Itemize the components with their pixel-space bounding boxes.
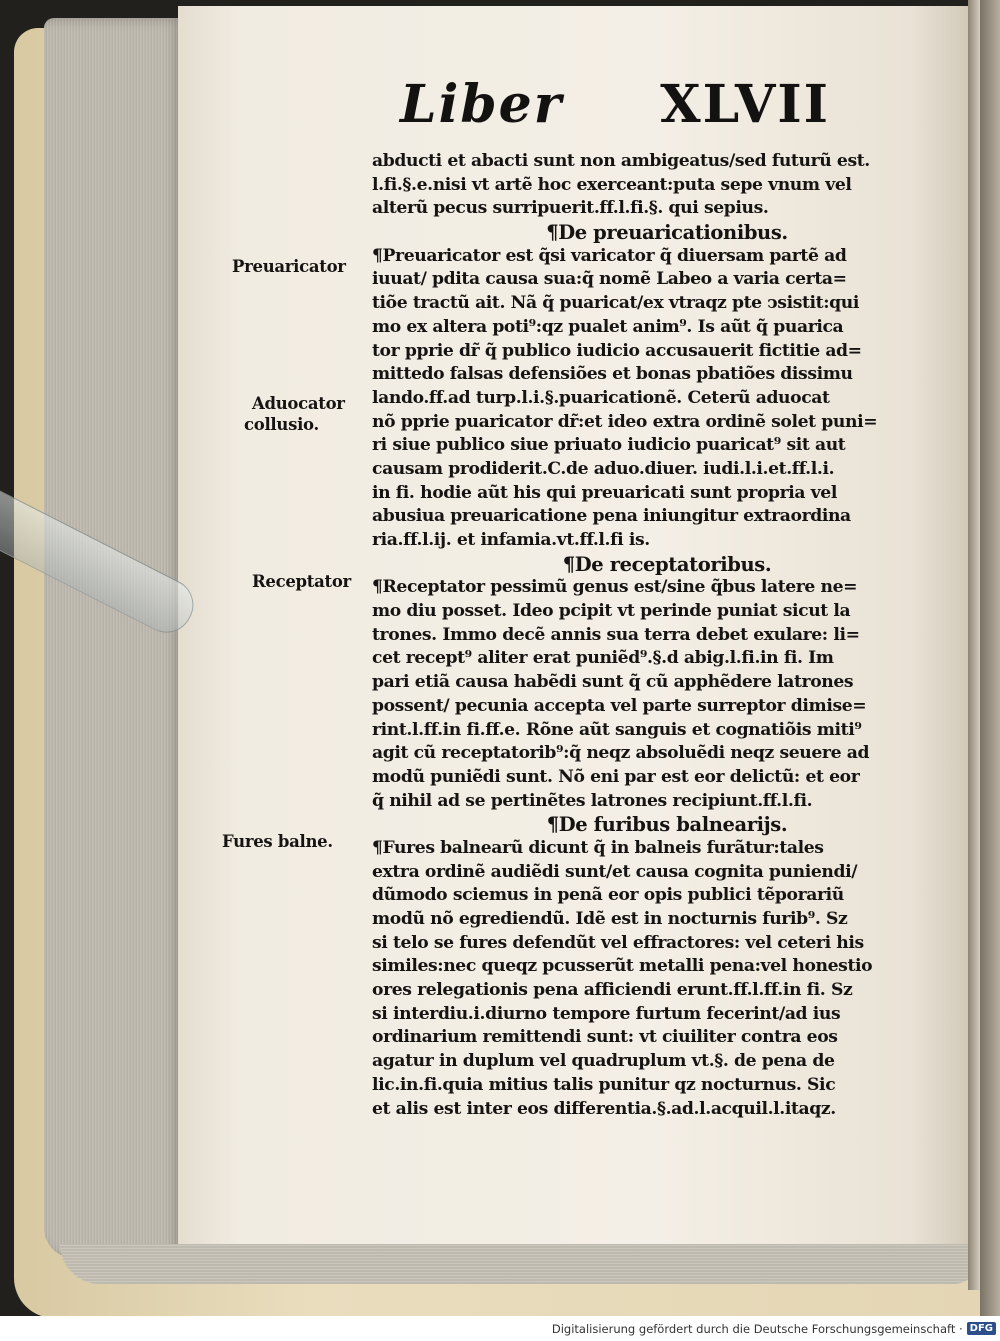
text-line: mittedo falsas defensiões et bonas pbatiões dissimu [372,364,853,385]
text-line: agit cũ receptatorib⁹:q̃ neqz absoluẽdi neqz seuere ad [372,743,870,764]
text-line: tiõe tractũ ait. Nã q̃ puaricat/ex vtraqz pte ↄsistit:qui [372,293,859,314]
text-line: q̃ nihil ad se pertinẽtes latrones recipiunt.ff.l.fi. [372,790,813,811]
text-line: extra ordinẽ audiẽdi sunt/et causa cognita puniendi/ [372,861,858,882]
text-line: dũmodo sciemus in penã eor opis publici tẽporariũ [372,885,844,906]
folio-number: XLVII [660,74,830,135]
margin-note-receptator: Receptator [252,572,351,591]
text-line: iuuat/ pdita causa sua:q̃ nomẽ Labeo a varia certa= [372,269,847,290]
text-line: cet recept⁹ aliter erat puniẽd⁹.§.d abig.l.fi.in fi. Im [372,648,834,669]
text-line: alterũ pecus surripuerit.ff.l.fi.§. qui sepius. [372,198,769,219]
text-line: ri siue publico siue priuato iudicio puaricat⁹ sit aut [372,435,846,456]
text-line: l.fi.§.e.nisi vt artẽ hoc exerceant:puta sepe vnum vel [372,174,852,195]
text-line: agatur in duplum vel quadruplum vt.§. de pena de [372,1051,835,1072]
text-line: nõ pprie puaricator dr̃:et ideo extra ordinẽ solet puni= [372,411,878,432]
text-line: ores relegationis pena afficiendi erunt.ff.l.ff.in fi. Sz [372,980,853,1001]
text-line: trones. Immo decẽ annis sua terra debet exulare: li= [372,624,860,645]
text-line: ordinarium remittendi sunt: vt ciuiliter contra eos [372,1027,838,1048]
text-line: similes:nec queqz pcusserũt metalli pena:vel honestio [372,956,873,977]
running-head [400,74,830,135]
text-line: mo ex altera poti⁹:qz pualet anim⁹. Is aũt q̃ puarica [372,316,844,337]
text-line: modũ puniẽdi sunt. Nõ eni par est eor delictũ: et eor [372,766,860,787]
text-line: ¶Receptator pessimũ genus est/sine q̃bus latere ne= [372,577,858,598]
text-line: ¶Preuaricator est q̃si varicator q̃ diuersam partẽ ad [372,245,847,266]
text-line: et alis est inter eos differentia.§.ad.l.acquil.l.itaqz. [372,1098,836,1119]
footer-credit: Digitalisierung gefördert durch die Deutsche Forschungsgemeinschaft · [551,1321,963,1336]
running-head-word: Liber [400,74,564,135]
digitization-footer [0,1316,1000,1341]
page-bottom-edge [60,1244,980,1284]
text-line: ria.ff.l.ij. et infamia.vt.ff.l.fi is. [372,530,650,550]
text-line: mo diu posset. Ideo pcipit vt perinde puniat sicut la [372,601,851,622]
text-line: si telo se fures defendũt vel effractores: vel ceteri his [372,932,864,953]
section-heading-receptatoribus: ¶De receptatoribus. [562,552,772,576]
margin-note-fures: Fures balne. [222,832,333,851]
facing-page-edge [980,0,1000,1316]
text-line: tor pprie dr̃ q̃ publico iudicio accusauerit fictitie ad= [372,340,862,361]
text-line: lic.in.fi.quia mitius talis punitur qz nocturnus. Sic [372,1074,836,1095]
margin-note-preuaricator: Preuaricator [232,257,346,276]
text-line: abducti et abacti sunt non ambigeatus/sed futurũ est. [372,151,870,171]
text-line: abusiua preuaricatione pena iniungitur extraordina [372,506,851,527]
section-heading-furibus-balnearijs: ¶De furibus balnearijs. [546,813,788,837]
text-line: ¶Fures balnearũ dicunt q̃ in balneis furãtur:tales [372,837,824,858]
margin-note-collusio: collusio. [244,415,319,434]
text-line: modũ nõ egrediendũ. Idẽ est in nocturnis furib⁹. Sz [372,909,848,929]
text-line: pari etiã causa habẽdi sunt q̃ cũ apphẽdere latrones [372,672,854,693]
text-line: possent/ pecunia accepta vel parte surreptor dimise= [372,695,867,716]
text-line: rint.l.ff.in fi.ff.e. Rõne aũt sanguis et cognatiõis miti⁹ [372,719,862,740]
margin-note-aduocator: Aduocator [252,394,345,413]
dfg-logo: DFG [967,1322,996,1335]
text-line: causam prodiderit.C.de aduo.diuer. iudi.l.i.et.ff.l.i. [372,458,835,479]
body-text [372,150,902,1121]
section-heading-preuaricationibus: ¶De preuaricationibus. [546,221,788,245]
page-fore-edge [44,18,184,1258]
text-line: in fi. hodie aũt his qui preuaricati sunt propria vel [372,482,837,503]
text-line: si interdiu.i.diurno tempore furtum fecerint/ad ius [372,1003,841,1024]
text-line: lando.ff.ad turp.l.i.§.puaricationẽ. Ceterũ aduocat [372,387,830,408]
